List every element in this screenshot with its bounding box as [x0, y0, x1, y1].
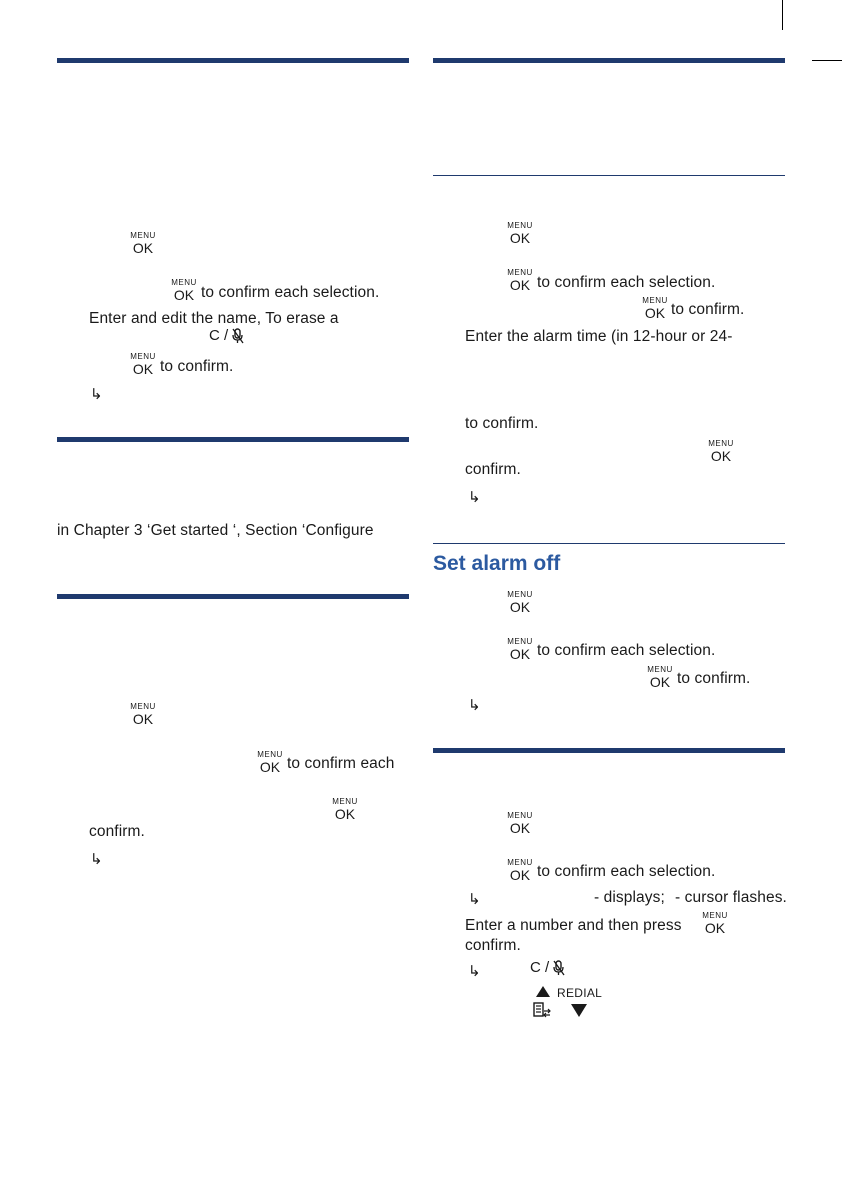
section-rule [57, 437, 409, 442]
menu-ok-icon: MENU OK [507, 590, 533, 615]
menu-ok-icon: MENU OK [171, 278, 197, 303]
mute-icon: C / [530, 959, 566, 976]
section-rule [57, 594, 409, 599]
result-arrow-icon: ↳ [468, 891, 481, 908]
step-text: to confirm. [160, 358, 234, 375]
step-text: to confirm. [677, 670, 751, 687]
result-arrow-icon: ↳ [468, 963, 481, 980]
redial-label: REDIAL [557, 986, 603, 1000]
down-arrow-icon [571, 1004, 587, 1017]
step-text: to confirm each selection. [537, 863, 716, 880]
step-text: Enter the alarm time (in 12-hour or 24- [465, 328, 733, 345]
step-text: - displays; [594, 889, 665, 906]
result-arrow-icon: ↳ [468, 489, 481, 506]
section-rule [433, 543, 785, 544]
menu-ok-icon: MENU OK [708, 439, 734, 464]
step-text: - cursor flashes. [675, 889, 787, 906]
mute-icon: C / [209, 327, 245, 344]
result-arrow-icon: ↳ [90, 851, 103, 868]
section-rule [433, 58, 785, 63]
menu-ok-icon: MENU OK [130, 702, 156, 727]
menu-ok-icon: MENU OK [507, 221, 533, 246]
section-rule [57, 58, 409, 63]
menu-ok-icon: MENU OK [507, 858, 533, 883]
crop-mark-top [782, 0, 783, 30]
menu-ok-icon: MENU OK [507, 811, 533, 836]
step-text: Enter and edit the name, To erase a [89, 310, 339, 327]
step-text: to confirm each selection. [201, 284, 380, 301]
result-arrow-icon: ↳ [468, 697, 481, 714]
up-arrow-icon [536, 986, 550, 997]
menu-ok-icon: MENU OK [507, 268, 533, 293]
menu-ok-icon: MENU OK [642, 296, 668, 321]
menu-ok-icon: MENU OK [702, 911, 728, 936]
step-text: confirm. [465, 461, 521, 478]
step-text: confirm. [465, 937, 521, 954]
menu-ok-icon: MENU OK [332, 797, 358, 822]
step-text: to confirm each [287, 755, 395, 772]
step-text: confirm. [89, 823, 145, 840]
step-text: Enter a number and then press [465, 917, 682, 934]
result-arrow-icon: ↳ [90, 386, 103, 403]
crop-mark-right [812, 60, 842, 61]
menu-ok-icon: MENU OK [257, 750, 283, 775]
section-rule [433, 748, 785, 753]
phonebook-icon [533, 1002, 551, 1023]
step-text: to confirm each selection. [537, 274, 716, 291]
menu-ok-icon: MENU OK [130, 352, 156, 377]
menu-ok-icon: MENU OK [647, 665, 673, 690]
section-rule [433, 175, 785, 176]
body-text: in Chapter 3 ‘Get started ‘, Section ‘Configure [57, 522, 374, 539]
step-text: to confirm. [671, 301, 745, 318]
step-text: to confirm. [465, 415, 539, 432]
menu-ok-icon: MENU OK [507, 637, 533, 662]
menu-ok-icon: MENU OK [130, 231, 156, 256]
step-text: to confirm each selection. [537, 642, 716, 659]
section-heading: Set alarm off [433, 552, 561, 575]
